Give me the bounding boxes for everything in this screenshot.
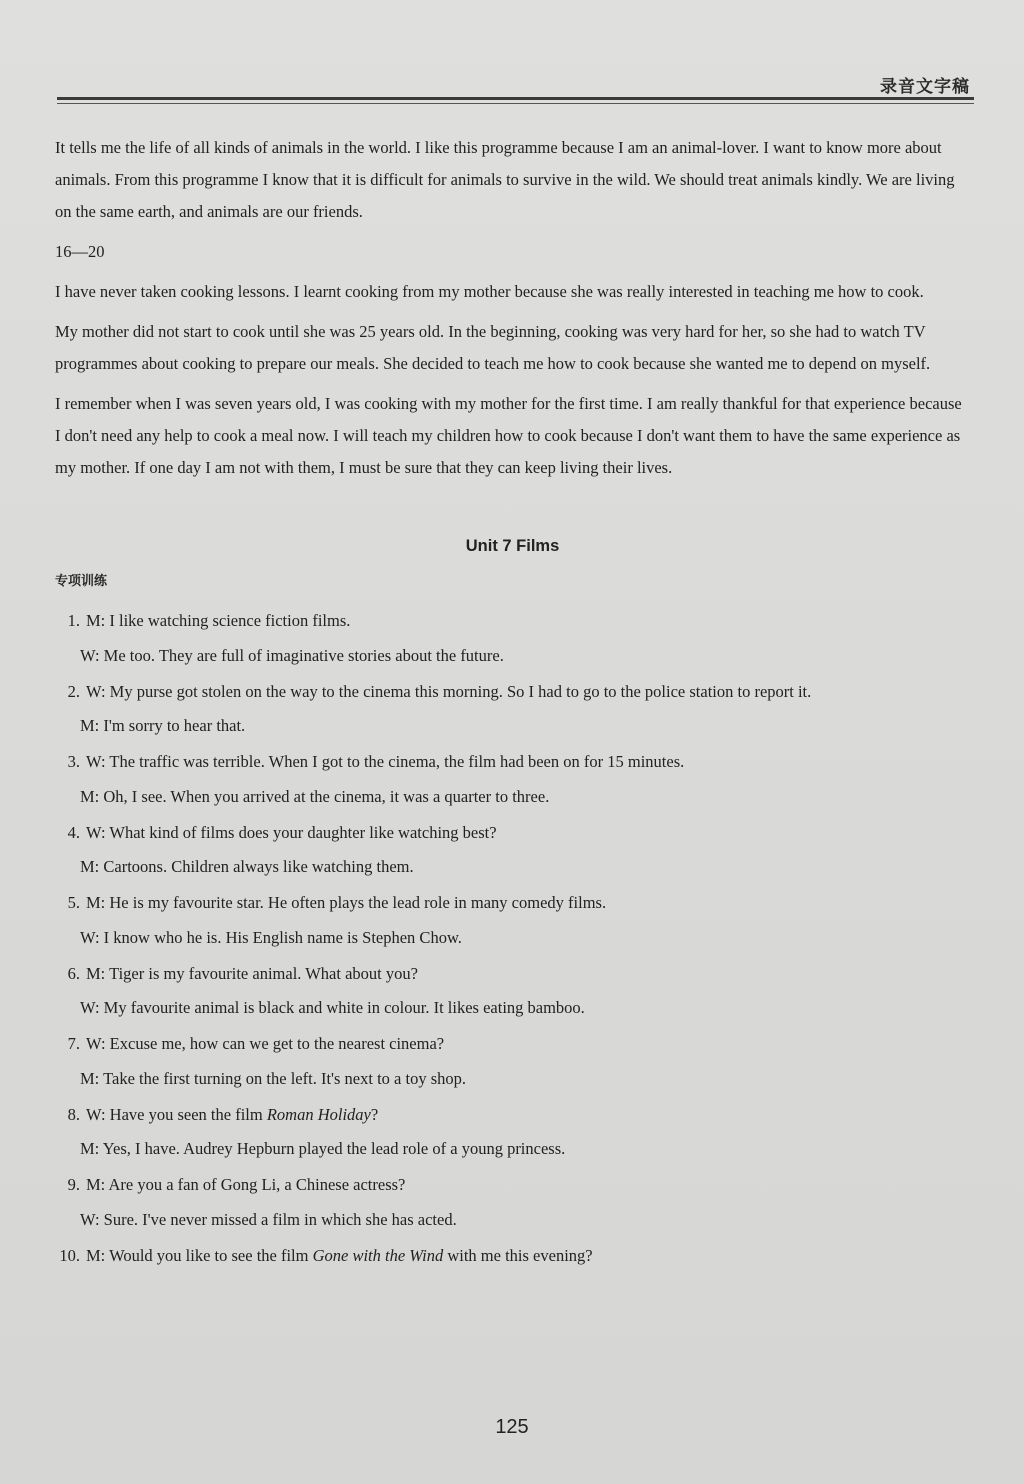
dialogue-item bbox=[55, 886, 970, 955]
dialogue-line: M: I'm sorry to hear that. bbox=[80, 716, 246, 736]
item-number: 10. bbox=[59, 1245, 80, 1265]
dialogue-line: M: He is my favourite star. He often plays the lead role in many comedy films. bbox=[86, 893, 607, 913]
dialogue-item bbox=[55, 957, 970, 1026]
item-number: 4. bbox=[67, 822, 80, 842]
item-number: 3. bbox=[67, 752, 80, 772]
header-divider bbox=[57, 97, 974, 100]
dialogue-item bbox=[55, 675, 970, 744]
header-label: 录音文字稿 bbox=[880, 77, 970, 97]
page-content bbox=[55, 132, 970, 1275]
dialogue-line: M: Would you like to see the film Gone with the Wind with me this evening? bbox=[86, 1245, 593, 1265]
dialogue-line: M: I like watching science fiction films. bbox=[86, 611, 351, 631]
dialogue-line: M: Tiger is my favourite animal. What about you? bbox=[86, 963, 418, 983]
dialogue-line: M: Take the first turning on the left. It's next to a toy shop. bbox=[80, 1068, 466, 1088]
dialogue-list bbox=[55, 604, 970, 1273]
dialogue-line: W: Excuse me, how can we get to the nearest cinema? bbox=[86, 1034, 445, 1054]
item-number: 6. bbox=[67, 963, 80, 983]
header-divider-thin bbox=[57, 103, 974, 104]
dialogue-line: W: What kind of films does your daughter like watching best? bbox=[86, 822, 497, 842]
page-number: 125 bbox=[495, 1416, 529, 1438]
dialogue-item bbox=[55, 816, 970, 885]
paragraph: My mother did not start to cook until she was 25 years old. In the beginning, cooking was very hard for her, so she had to watch TV programmes about cooking to prepare our meals. She decided to teach me how to cook because she wanted me to depend on myself. bbox=[55, 322, 931, 373]
dialogue-line: W: Me too. They are full of imaginative stories about the future. bbox=[80, 645, 504, 665]
dialogue-line: W: My purse got stolen on the way to the cinema this morning. So I had to go to the police station to report it. bbox=[86, 681, 812, 701]
dialogue-line: M: Are you a fan of Gong Li, a Chinese actress? bbox=[86, 1175, 406, 1195]
dialogue-line: M: Yes, I have. Audrey Hepburn played the lead role of a young princess. bbox=[80, 1139, 566, 1159]
item-number: 1. bbox=[67, 611, 80, 631]
section-title: 专项训练 bbox=[55, 574, 108, 589]
dialogue-item bbox=[55, 1098, 970, 1167]
dialogue-line: W: I know who he is. His English name is Stephen Chow. bbox=[80, 927, 462, 947]
dialogue-line: W: The traffic was terrible. When I got to the cinema, the film had been on for 15 minutes. bbox=[86, 752, 685, 772]
paragraph: I have never taken cooking lessons. I learnt cooking from my mother because she was really interested in teaching me how to cook. bbox=[55, 282, 924, 301]
unit-title: Unit 7 Films bbox=[465, 537, 560, 555]
item-number: 7. bbox=[67, 1034, 80, 1054]
dialogue-line: W: Sure. I've never missed a film in which she has acted. bbox=[80, 1209, 457, 1229]
item-number: 9. bbox=[67, 1175, 80, 1195]
question-range-label: 16—20 bbox=[55, 242, 105, 261]
dialogue-line: M: Oh, I see. When you arrived at the cinema, it was a quarter to three. bbox=[80, 786, 550, 806]
film-title: Roman Holiday bbox=[266, 1104, 371, 1124]
film-title: Gone with the Wind bbox=[312, 1245, 444, 1265]
dialogue-line: W: My favourite animal is black and white in colour. It likes eating bamboo. bbox=[80, 998, 585, 1018]
item-number: 2. bbox=[67, 681, 80, 701]
item-number: 5. bbox=[67, 893, 80, 913]
dialogue-item bbox=[55, 1239, 970, 1274]
dialogue-line: W: Have you seen the film Roman Holiday? bbox=[86, 1104, 379, 1124]
dialogue-line: M: Cartoons. Children always like watching them. bbox=[80, 857, 414, 877]
dialogue-item bbox=[55, 1027, 970, 1096]
item-number: 8. bbox=[67, 1104, 80, 1124]
paragraph: I remember when I was seven years old, I was cooking with my mother for the first time. I am really thankful for that experience because I don't need any help to cook a meal now. I will teach my children how to cook because I don't want them to have the same experience as my mother. If one day I am not with them, I must be sure that they can keep living their lives. bbox=[55, 394, 962, 477]
dialogue-item bbox=[55, 745, 970, 814]
dialogue-item bbox=[55, 1168, 970, 1237]
paragraph: It tells me the life of all kinds of animals in the world. I like this programme because I am an animal-lover. I want to know more about animals. From this programme I know that it is difficult for animals to survive in the wild. We should treat animals kindly. We are living on the same earth, and animals are our friends. bbox=[55, 138, 955, 221]
dialogue-item bbox=[55, 604, 970, 673]
